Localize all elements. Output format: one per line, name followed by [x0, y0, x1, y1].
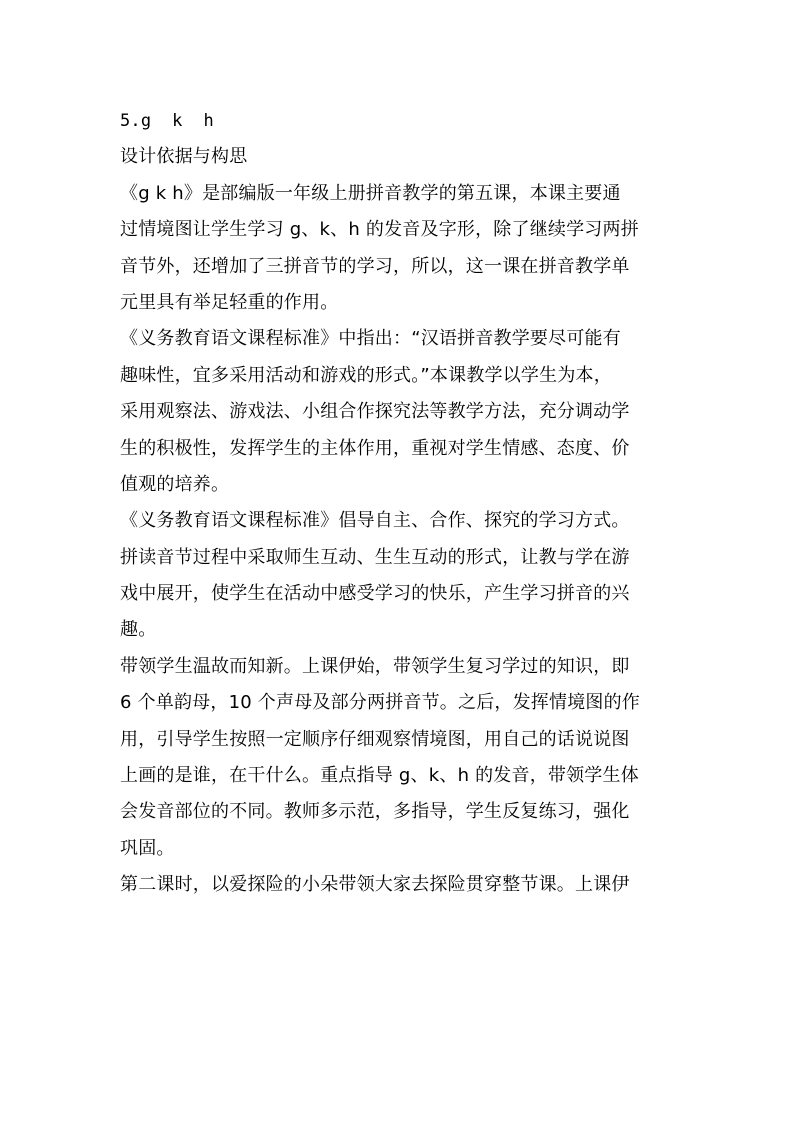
paragraph-line: 趣。 [120, 619, 157, 641]
paragraph-line: 生的积极性，发挥学生的主体作用，重视对学生情感、态度、价 [120, 437, 630, 459]
paragraph-line: 《义务教育语文课程标准》倡导自主、合作、探究的学习方式。 [120, 510, 630, 532]
paragraph-line: 上画的是谁，在干什么。重点指导 g、k、h 的发音，带领学生体 [120, 765, 639, 787]
paragraph-line: 采用观察法、游戏法、小组合作探究法等教学方法，充分调动学 [120, 401, 630, 423]
paragraph-line: 元里具有举足轻重的作用。 [120, 291, 339, 313]
paragraph-line: 音节外，还增加了三拼音节的学习，所以，这一课在拼音教学单 [120, 255, 630, 277]
paragraph-line: 会发音部位的不同。教师多示范，多指导，学生反复练习，强化 [120, 801, 630, 823]
paragraph [120, 649, 680, 867]
paragraph-line: 值观的培养。 [120, 473, 230, 495]
paragraph-line: 趣味性，宜多采用活动和游戏的形式。”本课教学以学生为本， [120, 364, 612, 386]
section-heading: 设计依据与构思 [120, 146, 248, 168]
paragraph-line: 用，引导学生按照一定顺序仔细观察情境图，用自己的话说说图 [120, 728, 630, 750]
paragraph [120, 321, 680, 503]
paragraph-line: 《义务教育语文课程标准》中指出：“汉语拼音教学要尽可能有 [120, 328, 621, 350]
paragraph-line: 巩固。 [120, 837, 175, 859]
paragraph [120, 176, 680, 322]
paragraph-line: 6 个单韵母，10 个声母及部分两拼音节。之后，发挥情境图的作 [120, 692, 640, 714]
paragraph-line: 过情境图让学生学习 g、k、h 的发音及字形，除了继续学习两拼 [120, 219, 639, 241]
document-body [120, 103, 680, 904]
paragraph-line: 拼读音节过程中采取师生互动、生生互动的形式，让教与学在游 [120, 546, 630, 568]
paragraph-line: 带领学生温故而知新。上课伊始，带领学生复习学过的知识，即 [120, 655, 630, 677]
paragraph [120, 503, 680, 649]
paragraph-line: 《g k h》是部编版一年级上册拼音教学的第五课，本课主要通 [120, 182, 621, 204]
paragraph-line: 第二课时，以爱探险的小朵带领大家去探险贯穿整节课。上课伊 [120, 874, 630, 896]
paragraph-line: 戏中展开，使学生在活动中感受学习的快乐，产生学习拼音的兴 [120, 583, 630, 605]
paragraph [120, 867, 680, 903]
lesson-title: 5.g k h [120, 111, 214, 131]
